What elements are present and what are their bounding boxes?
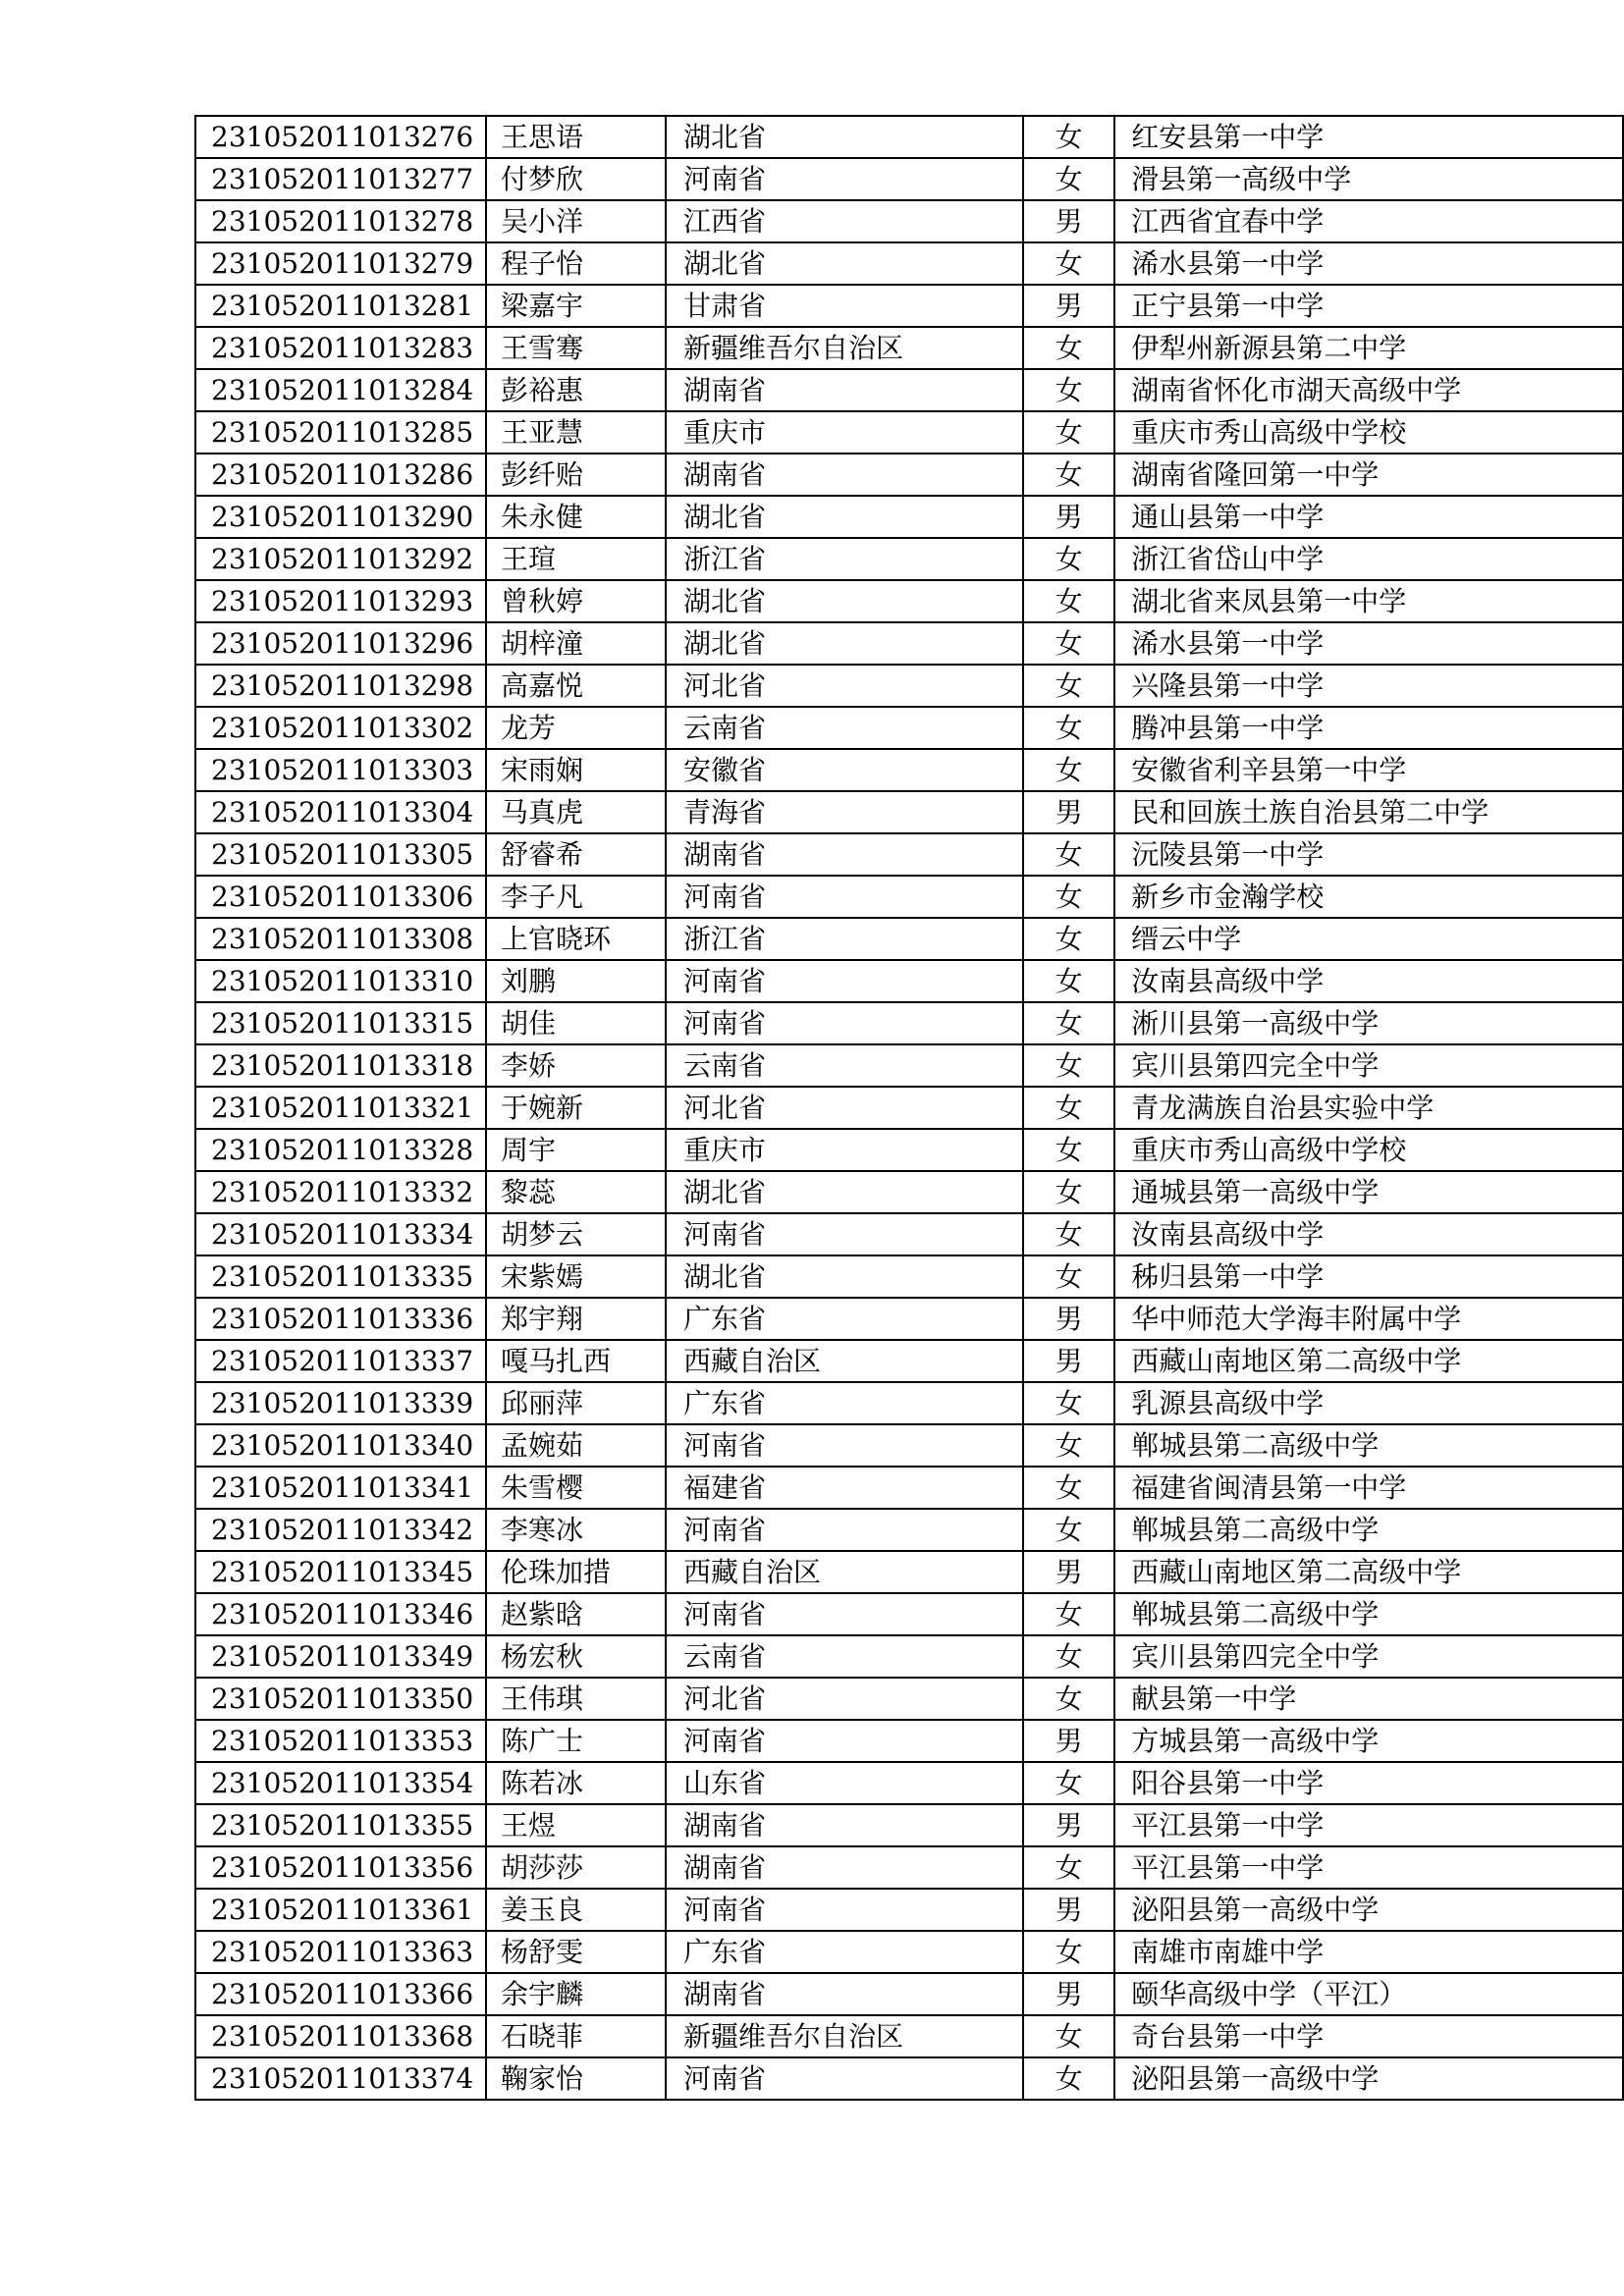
gender-cell: 女: [1023, 960, 1114, 1002]
school-cell: 平江县第一中学: [1114, 1846, 1623, 1889]
province-cell: 广东省: [666, 1382, 1023, 1424]
gender-cell: 男: [1023, 1298, 1114, 1340]
school-cell: 通城县第一高级中学: [1114, 1171, 1623, 1213]
table-row: [195, 1931, 1623, 1973]
name-cell: 孟婉茹: [486, 1424, 666, 1467]
school-cell: 滑县第一高级中学: [1114, 158, 1623, 200]
student-id-cell: 231052011013341: [195, 1467, 486, 1509]
name-cell: 宋雨娴: [486, 749, 666, 791]
table-row: [195, 538, 1623, 580]
name-cell: 邱丽萍: [486, 1382, 666, 1424]
table-row: [195, 1298, 1623, 1340]
student-id-cell: 231052011013354: [195, 1762, 486, 1804]
gender-cell: 女: [1023, 1678, 1114, 1720]
school-cell: 重庆市秀山高级中学校: [1114, 1129, 1623, 1171]
gender-cell: 女: [1023, 1382, 1114, 1424]
name-cell: 宋紫嫣: [486, 1255, 666, 1298]
school-cell: 平江县第一中学: [1114, 1804, 1623, 1846]
province-cell: 湖南省: [666, 1846, 1023, 1889]
school-cell: 汝南县高级中学: [1114, 1213, 1623, 1255]
name-cell: 黎蕊: [486, 1171, 666, 1213]
province-cell: 甘肃省: [666, 285, 1023, 327]
table-row: [195, 876, 1623, 918]
gender-cell: 男: [1023, 1804, 1114, 1846]
table-row: [195, 327, 1623, 369]
table-row: [195, 918, 1623, 960]
gender-cell: 女: [1023, 369, 1114, 411]
table-body: [195, 116, 1623, 2100]
gender-cell: 男: [1023, 1340, 1114, 1382]
table-row: [195, 1889, 1623, 1931]
school-cell: 湖北省来凤县第一中学: [1114, 580, 1623, 622]
school-cell: 献县第一中学: [1114, 1678, 1623, 1720]
school-cell: 郸城县第二高级中学: [1114, 1593, 1623, 1635]
province-cell: 浙江省: [666, 538, 1023, 580]
table-row: [195, 1255, 1623, 1298]
gender-cell: 女: [1023, 1635, 1114, 1678]
name-cell: 朱雪樱: [486, 1467, 666, 1509]
school-cell: 安徽省利辛县第一中学: [1114, 749, 1623, 791]
table-row: [195, 960, 1623, 1002]
table-row: [195, 1340, 1623, 1382]
school-cell: 颐华高级中学（平江）: [1114, 1973, 1623, 2015]
name-cell: 龙芳: [486, 707, 666, 749]
name-cell: 郑宇翔: [486, 1298, 666, 1340]
student-id-cell: 231052011013279: [195, 242, 486, 285]
province-cell: 湖南省: [666, 369, 1023, 411]
table-row: [195, 158, 1623, 200]
province-cell: 河南省: [666, 1509, 1023, 1551]
gender-cell: 女: [1023, 2015, 1114, 2057]
province-cell: 云南省: [666, 1635, 1023, 1678]
table-row: [195, 200, 1623, 242]
name-cell: 胡莎莎: [486, 1846, 666, 1889]
province-cell: 新疆维吾尔自治区: [666, 327, 1023, 369]
student-id-cell: 231052011013303: [195, 749, 486, 791]
student-id-cell: 231052011013335: [195, 1255, 486, 1298]
student-id-cell: 231052011013290: [195, 496, 486, 538]
school-cell: 方城县第一高级中学: [1114, 1720, 1623, 1762]
student-id-cell: 231052011013308: [195, 918, 486, 960]
table-row: [195, 1762, 1623, 1804]
name-cell: 彭裕惠: [486, 369, 666, 411]
student-id-cell: 231052011013366: [195, 1973, 486, 2015]
table-row: [195, 496, 1623, 538]
gender-cell: 女: [1023, 1931, 1114, 1973]
province-cell: 湖北省: [666, 496, 1023, 538]
student-id-cell: 231052011013321: [195, 1087, 486, 1129]
table-row: [195, 285, 1623, 327]
province-cell: 湖北省: [666, 242, 1023, 285]
name-cell: 姜玉良: [486, 1889, 666, 1931]
student-id-cell: 231052011013306: [195, 876, 486, 918]
school-cell: 浠水县第一中学: [1114, 242, 1623, 285]
province-cell: 湖南省: [666, 1804, 1023, 1846]
gender-cell: 女: [1023, 833, 1114, 876]
table-row: [195, 1973, 1623, 2015]
province-cell: 河南省: [666, 960, 1023, 1002]
school-cell: 重庆市秀山高级中学校: [1114, 411, 1623, 454]
gender-cell: 女: [1023, 580, 1114, 622]
table-row: [195, 1467, 1623, 1509]
name-cell: 李寒冰: [486, 1509, 666, 1551]
province-cell: 湖北省: [666, 116, 1023, 158]
name-cell: 陈广士: [486, 1720, 666, 1762]
student-id-cell: 231052011013345: [195, 1551, 486, 1593]
table-row: [195, 580, 1623, 622]
province-cell: 湖南省: [666, 1973, 1023, 2015]
name-cell: 赵紫晗: [486, 1593, 666, 1635]
province-cell: 河南省: [666, 1593, 1023, 1635]
table-row: [195, 1213, 1623, 1255]
school-cell: 湖南省怀化市湖天高级中学: [1114, 369, 1623, 411]
school-cell: 青龙满族自治县实验中学: [1114, 1087, 1623, 1129]
school-cell: 阳谷县第一中学: [1114, 1762, 1623, 1804]
gender-cell: 男: [1023, 791, 1114, 833]
province-cell: 福建省: [666, 1467, 1023, 1509]
province-cell: 河南省: [666, 1213, 1023, 1255]
table-row: [195, 369, 1623, 411]
school-cell: 新乡市金瀚学校: [1114, 876, 1623, 918]
student-id-cell: 231052011013302: [195, 707, 486, 749]
province-cell: 山东省: [666, 1762, 1023, 1804]
province-cell: 河南省: [666, 158, 1023, 200]
student-id-cell: 231052011013286: [195, 454, 486, 496]
student-id-cell: 231052011013374: [195, 2057, 486, 2100]
province-cell: 河南省: [666, 1002, 1023, 1044]
table-row: [195, 1551, 1623, 1593]
province-cell: 湖北省: [666, 1171, 1023, 1213]
student-id-cell: 231052011013353: [195, 1720, 486, 1762]
student-id-cell: 231052011013292: [195, 538, 486, 580]
student-id-cell: 231052011013349: [195, 1635, 486, 1678]
province-cell: 西藏自治区: [666, 1551, 1023, 1593]
gender-cell: 女: [1023, 622, 1114, 665]
gender-cell: 男: [1023, 1720, 1114, 1762]
school-cell: 乳源县高级中学: [1114, 1382, 1623, 1424]
table-row: [195, 622, 1623, 665]
student-id-cell: 231052011013305: [195, 833, 486, 876]
gender-cell: 女: [1023, 1044, 1114, 1087]
name-cell: 胡梓潼: [486, 622, 666, 665]
student-id-cell: 231052011013368: [195, 2015, 486, 2057]
student-id-cell: 231052011013340: [195, 1424, 486, 1467]
name-cell: 舒睿希: [486, 833, 666, 876]
name-cell: 付梦欣: [486, 158, 666, 200]
province-cell: 湖南省: [666, 833, 1023, 876]
school-cell: 伊犁州新源县第二中学: [1114, 327, 1623, 369]
student-id-cell: 231052011013285: [195, 411, 486, 454]
province-cell: 河南省: [666, 1424, 1023, 1467]
gender-cell: 女: [1023, 1593, 1114, 1635]
student-id-cell: 231052011013284: [195, 369, 486, 411]
school-cell: 秭归县第一中学: [1114, 1255, 1623, 1298]
name-cell: 吴小洋: [486, 200, 666, 242]
name-cell: 周宇: [486, 1129, 666, 1171]
student-id-cell: 231052011013304: [195, 791, 486, 833]
province-cell: 湖北省: [666, 622, 1023, 665]
gender-cell: 女: [1023, 749, 1114, 791]
name-cell: 刘鹏: [486, 960, 666, 1002]
school-cell: 兴隆县第一中学: [1114, 665, 1623, 707]
table-row: [195, 454, 1623, 496]
province-cell: 河南省: [666, 1889, 1023, 1931]
school-cell: 奇台县第一中学: [1114, 2015, 1623, 2057]
student-id-cell: 231052011013277: [195, 158, 486, 200]
name-cell: 王思语: [486, 116, 666, 158]
province-cell: 青海省: [666, 791, 1023, 833]
student-id-cell: 231052011013278: [195, 200, 486, 242]
gender-cell: 男: [1023, 1551, 1114, 1593]
school-cell: 淅川县第一高级中学: [1114, 1002, 1623, 1044]
student-id-cell: 231052011013356: [195, 1846, 486, 1889]
name-cell: 胡梦云: [486, 1213, 666, 1255]
name-cell: 上官晓环: [486, 918, 666, 960]
school-cell: 南雄市南雄中学: [1114, 1931, 1623, 1973]
gender-cell: 女: [1023, 242, 1114, 285]
table-row: [195, 1678, 1623, 1720]
table-row: [195, 791, 1623, 833]
school-cell: 西藏山南地区第二高级中学: [1114, 1340, 1623, 1382]
province-cell: 广东省: [666, 1931, 1023, 1973]
school-cell: 浠水县第一中学: [1114, 622, 1623, 665]
school-cell: 正宁县第一中学: [1114, 285, 1623, 327]
name-cell: 王瑄: [486, 538, 666, 580]
gender-cell: 女: [1023, 116, 1114, 158]
gender-cell: 男: [1023, 1889, 1114, 1931]
school-cell: 沅陵县第一中学: [1114, 833, 1623, 876]
name-cell: 高嘉悦: [486, 665, 666, 707]
school-cell: 缙云中学: [1114, 918, 1623, 960]
table-row: [195, 1087, 1623, 1129]
province-cell: 浙江省: [666, 918, 1023, 960]
name-cell: 余宇麟: [486, 1973, 666, 2015]
name-cell: 王亚慧: [486, 411, 666, 454]
student-id-cell: 231052011013363: [195, 1931, 486, 1973]
name-cell: 李娇: [486, 1044, 666, 1087]
student-id-cell: 231052011013350: [195, 1678, 486, 1720]
gender-cell: 女: [1023, 1424, 1114, 1467]
student-id-cell: 231052011013328: [195, 1129, 486, 1171]
table-row: [195, 1720, 1623, 1762]
school-cell: 华中师范大学海丰附属中学: [1114, 1298, 1623, 1340]
school-cell: 汝南县高级中学: [1114, 960, 1623, 1002]
table-row: [195, 1509, 1623, 1551]
table-row: [195, 1044, 1623, 1087]
name-cell: 王雪骞: [486, 327, 666, 369]
name-cell: 杨宏秋: [486, 1635, 666, 1678]
province-cell: 江西省: [666, 200, 1023, 242]
gender-cell: 女: [1023, 454, 1114, 496]
gender-cell: 女: [1023, 411, 1114, 454]
table-row: [195, 1846, 1623, 1889]
table-row: [195, 1635, 1623, 1678]
name-cell: 王煜: [486, 1804, 666, 1846]
province-cell: 广东省: [666, 1298, 1023, 1340]
student-id-cell: 231052011013332: [195, 1171, 486, 1213]
gender-cell: 女: [1023, 1846, 1114, 1889]
table-row: [195, 665, 1623, 707]
admission-list-table: [194, 115, 1624, 2101]
student-id-cell: 231052011013298: [195, 665, 486, 707]
school-cell: 红安县第一中学: [1114, 116, 1623, 158]
table-row: [195, 749, 1623, 791]
student-id-cell: 231052011013293: [195, 580, 486, 622]
student-id-cell: 231052011013346: [195, 1593, 486, 1635]
school-cell: 江西省宜春中学: [1114, 200, 1623, 242]
table-row: [195, 833, 1623, 876]
province-cell: 河北省: [666, 1678, 1023, 1720]
province-cell: 重庆市: [666, 1129, 1023, 1171]
name-cell: 陈若冰: [486, 1762, 666, 1804]
gender-cell: 女: [1023, 1171, 1114, 1213]
province-cell: 云南省: [666, 707, 1023, 749]
province-cell: 湖南省: [666, 454, 1023, 496]
gender-cell: 女: [1023, 538, 1114, 580]
school-cell: 西藏山南地区第二高级中学: [1114, 1551, 1623, 1593]
province-cell: 河南省: [666, 876, 1023, 918]
table-row: [195, 1804, 1623, 1846]
gender-cell: 男: [1023, 285, 1114, 327]
name-cell: 鞠家怡: [486, 2057, 666, 2100]
school-cell: 福建省闽清县第一中学: [1114, 1467, 1623, 1509]
table-row: [195, 1171, 1623, 1213]
student-id-cell: 231052011013283: [195, 327, 486, 369]
name-cell: 石晓菲: [486, 2015, 666, 2057]
school-cell: 浙江省岱山中学: [1114, 538, 1623, 580]
gender-cell: 女: [1023, 707, 1114, 749]
gender-cell: 男: [1023, 1973, 1114, 2015]
province-cell: 河北省: [666, 1087, 1023, 1129]
name-cell: 于婉新: [486, 1087, 666, 1129]
name-cell: 彭纤贻: [486, 454, 666, 496]
name-cell: 嘎马扎西: [486, 1340, 666, 1382]
table-row: [195, 707, 1623, 749]
table-row: [195, 1002, 1623, 1044]
province-cell: 重庆市: [666, 411, 1023, 454]
name-cell: 伦珠加措: [486, 1551, 666, 1593]
name-cell: 程子怡: [486, 242, 666, 285]
student-id-cell: 231052011013281: [195, 285, 486, 327]
table-row: [195, 2015, 1623, 2057]
name-cell: 胡佳: [486, 1002, 666, 1044]
student-id-cell: 231052011013355: [195, 1804, 486, 1846]
school-cell: 泌阳县第一高级中学: [1114, 2057, 1623, 2100]
gender-cell: 女: [1023, 1509, 1114, 1551]
student-id-cell: 231052011013361: [195, 1889, 486, 1931]
name-cell: 曾秋婷: [486, 580, 666, 622]
table-row: [195, 1424, 1623, 1467]
gender-cell: 女: [1023, 327, 1114, 369]
province-cell: 西藏自治区: [666, 1340, 1023, 1382]
gender-cell: 女: [1023, 1467, 1114, 1509]
table-row: [195, 242, 1623, 285]
province-cell: 河南省: [666, 1720, 1023, 1762]
student-id-cell: 231052011013315: [195, 1002, 486, 1044]
province-cell: 云南省: [666, 1044, 1023, 1087]
gender-cell: 女: [1023, 158, 1114, 200]
table-row: [195, 1593, 1623, 1635]
gender-cell: 女: [1023, 876, 1114, 918]
student-id-cell: 231052011013296: [195, 622, 486, 665]
province-cell: 湖北省: [666, 1255, 1023, 1298]
table-row: [195, 411, 1623, 454]
school-cell: 通山县第一中学: [1114, 496, 1623, 538]
gender-cell: 女: [1023, 665, 1114, 707]
name-cell: 马真虎: [486, 791, 666, 833]
gender-cell: 女: [1023, 1087, 1114, 1129]
school-cell: 泌阳县第一高级中学: [1114, 1889, 1623, 1931]
student-id-cell: 231052011013337: [195, 1340, 486, 1382]
gender-cell: 女: [1023, 918, 1114, 960]
province-cell: 湖北省: [666, 580, 1023, 622]
province-cell: 河南省: [666, 2057, 1023, 2100]
school-cell: 宾川县第四完全中学: [1114, 1635, 1623, 1678]
school-cell: 宾川县第四完全中学: [1114, 1044, 1623, 1087]
student-id-cell: 231052011013334: [195, 1213, 486, 1255]
gender-cell: 女: [1023, 1213, 1114, 1255]
gender-cell: 女: [1023, 1129, 1114, 1171]
gender-cell: 女: [1023, 1762, 1114, 1804]
student-id-cell: 231052011013342: [195, 1509, 486, 1551]
province-cell: 河北省: [666, 665, 1023, 707]
table-row: [195, 1129, 1623, 1171]
table-row: [195, 1382, 1623, 1424]
table-row: [195, 2057, 1623, 2100]
gender-cell: 女: [1023, 1255, 1114, 1298]
gender-cell: 男: [1023, 496, 1114, 538]
name-cell: 王伟琪: [486, 1678, 666, 1720]
student-id-cell: 231052011013336: [195, 1298, 486, 1340]
student-id-cell: 231052011013310: [195, 960, 486, 1002]
school-cell: 腾冲县第一中学: [1114, 707, 1623, 749]
province-cell: 安徽省: [666, 749, 1023, 791]
student-id-cell: 231052011013339: [195, 1382, 486, 1424]
school-cell: 郸城县第二高级中学: [1114, 1509, 1623, 1551]
table-row: [195, 116, 1623, 158]
gender-cell: 女: [1023, 1002, 1114, 1044]
school-cell: 湖南省隆回第一中学: [1114, 454, 1623, 496]
name-cell: 李子凡: [486, 876, 666, 918]
name-cell: 杨舒雯: [486, 1931, 666, 1973]
student-id-cell: 231052011013318: [195, 1044, 486, 1087]
gender-cell: 男: [1023, 200, 1114, 242]
province-cell: 新疆维吾尔自治区: [666, 2015, 1023, 2057]
name-cell: 梁嘉宇: [486, 285, 666, 327]
gender-cell: 女: [1023, 2057, 1114, 2100]
student-id-cell: 231052011013276: [195, 116, 486, 158]
school-cell: 民和回族土族自治县第二中学: [1114, 791, 1623, 833]
name-cell: 朱永健: [486, 496, 666, 538]
school-cell: 郸城县第二高级中学: [1114, 1424, 1623, 1467]
